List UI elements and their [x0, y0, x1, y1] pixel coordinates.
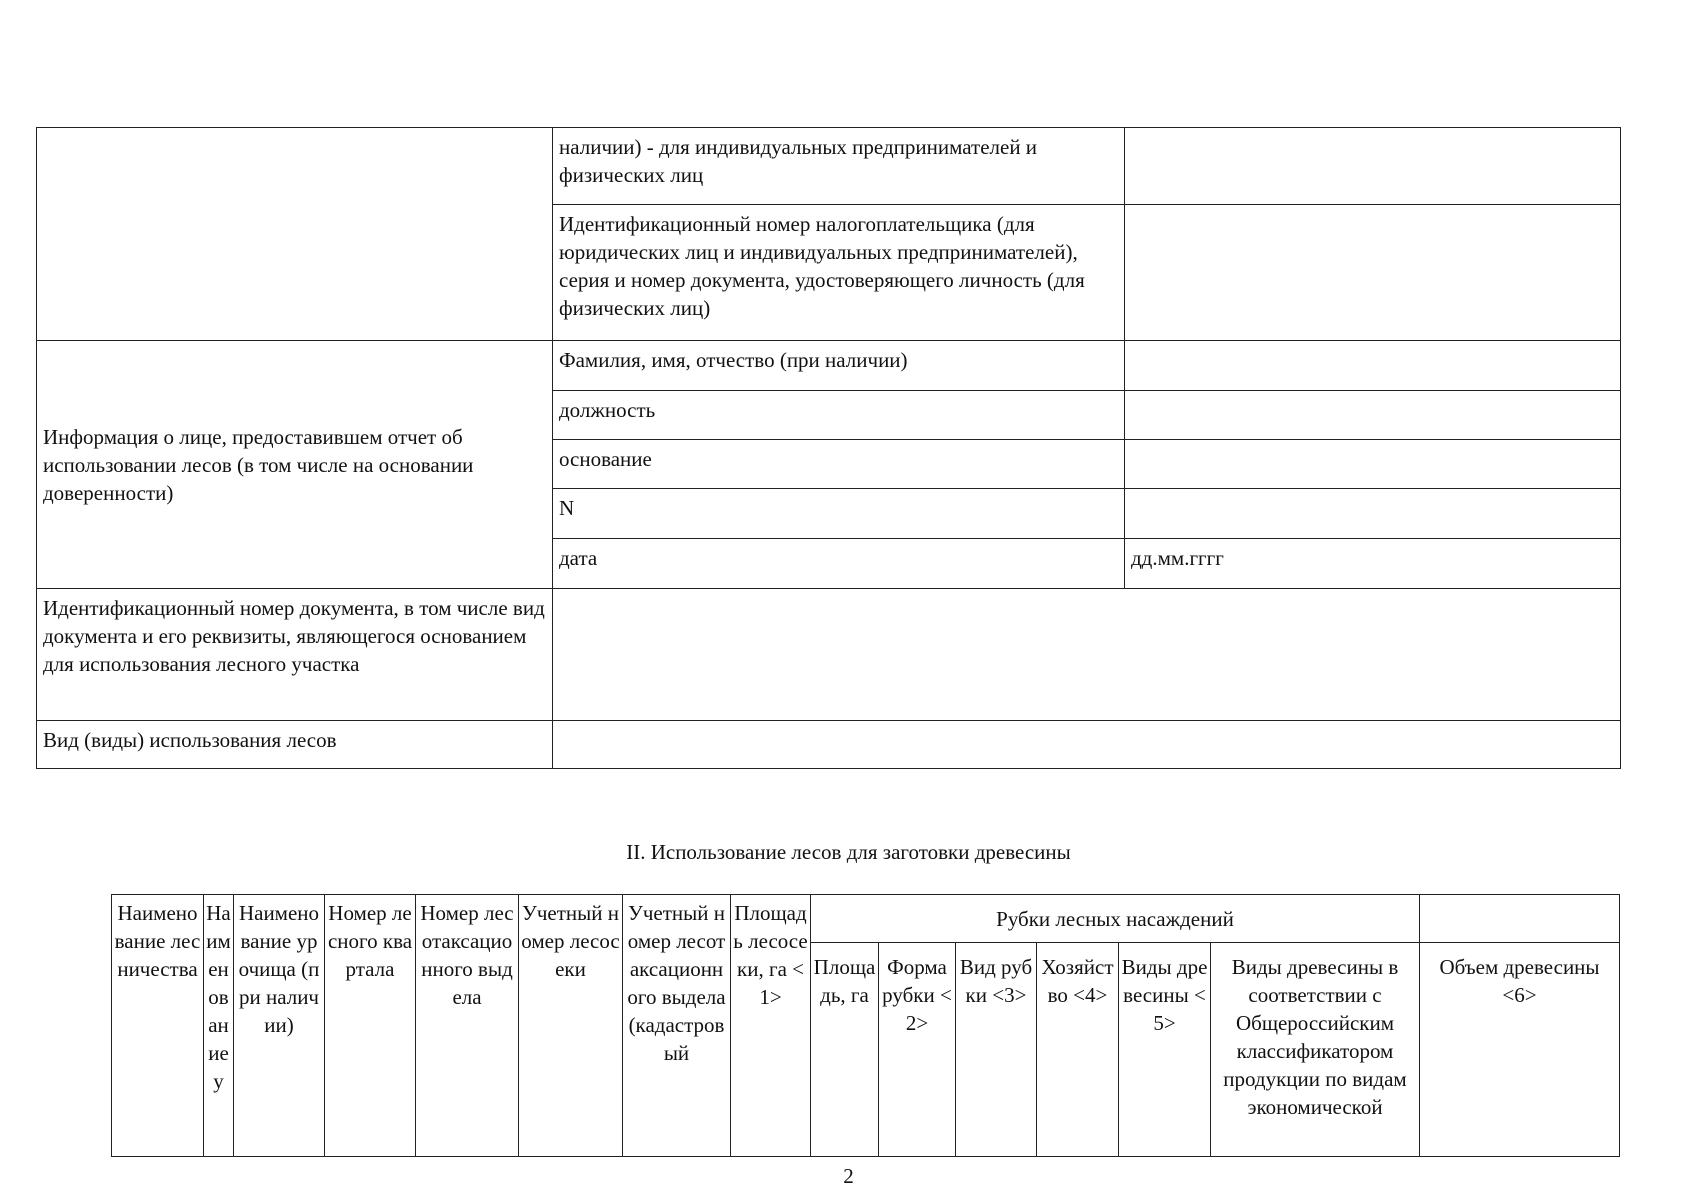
header-cutting-group: Рубки лесных насаждений — [811, 895, 1420, 943]
value-cell — [1125, 440, 1621, 489]
header-management: Хозяйство <4> — [1037, 943, 1119, 1157]
value-cell — [1125, 341, 1621, 391]
blank-cell — [37, 128, 553, 341]
value-cell — [553, 589, 1621, 721]
value-cell — [1125, 391, 1621, 440]
table-cell: Фамилия, имя, отчество (при наличии) — [553, 341, 1125, 391]
table-cell: дата — [553, 539, 1125, 589]
table-row — [37, 721, 1621, 769]
header-wood-species: Виды древесины <5> — [1119, 943, 1211, 1157]
table-row — [37, 341, 1621, 391]
section-title: II. Использование лесов для заготовки древесины — [626, 840, 1071, 864]
page-number: 2 — [843, 1164, 854, 1188]
person-info-label: Информация о лице, предоставившем отчет об использовании лесов (в том числе на основании доверенности) — [37, 341, 553, 589]
header-subcompartment-number: Номер лесотаксационного выдела — [416, 895, 519, 1157]
info-table — [36, 127, 1621, 769]
timber-harvest-table — [111, 894, 1620, 1157]
table-cell: Идентификационный номер налогоплательщика (для юридических лиц и индивидуальных предпринимателей), серия и номер документа, удостоверяющего личность (для физических лиц) — [553, 205, 1125, 341]
header-cutting-form: Форма рубки <2> — [879, 943, 956, 1157]
document-id-label: Идентификационный номер документа, в том числе вид документа и его реквизиты, являющегося основанием для использования лесного участка — [37, 589, 553, 721]
table-cell: N — [553, 489, 1125, 539]
table-row — [37, 589, 1621, 721]
value-cell — [1125, 128, 1621, 205]
header-wood-okpd: Виды древесины в соответствии с Общероссийским классификатором продукции по видам экономической — [1211, 943, 1420, 1157]
header-cutting-area-size: Площадь лесосеки, га <1> — [731, 895, 811, 1157]
date-format-cell: дд.мм.гггг — [1125, 539, 1621, 589]
header-tract-name: Наименование урочища (при наличии) — [234, 895, 325, 1157]
header-wood-volume: Объем древесины <6> — [1420, 943, 1620, 1157]
header-blank-cell — [1420, 895, 1620, 943]
header-district-name: Наименование у — [204, 895, 234, 1157]
value-cell — [553, 721, 1621, 769]
value-cell — [1125, 205, 1621, 341]
header-cutting-type: Вид рубки <3> — [956, 943, 1037, 1157]
header-row — [112, 895, 1620, 943]
table-cell: основание — [553, 440, 1125, 489]
header-forestry-name: Наименование лесничества — [112, 895, 204, 1157]
header-quarter-number: Номер лесного квартала — [325, 895, 416, 1157]
table-cell: должность — [553, 391, 1125, 440]
usage-type-label: Вид (виды) использования лесов — [37, 721, 553, 769]
header-area: Площадь, га — [811, 943, 879, 1157]
header-registered-subcompartment: Учетный номер лесотаксационного выдела (кадастровый — [623, 895, 731, 1157]
table-row — [37, 128, 1621, 205]
value-cell — [1125, 489, 1621, 539]
header-cutting-area-number: Учетный номер лесосеки — [519, 895, 623, 1157]
table-cell: наличии) - для индивидуальных предпринимателей и физических лиц — [553, 128, 1125, 205]
